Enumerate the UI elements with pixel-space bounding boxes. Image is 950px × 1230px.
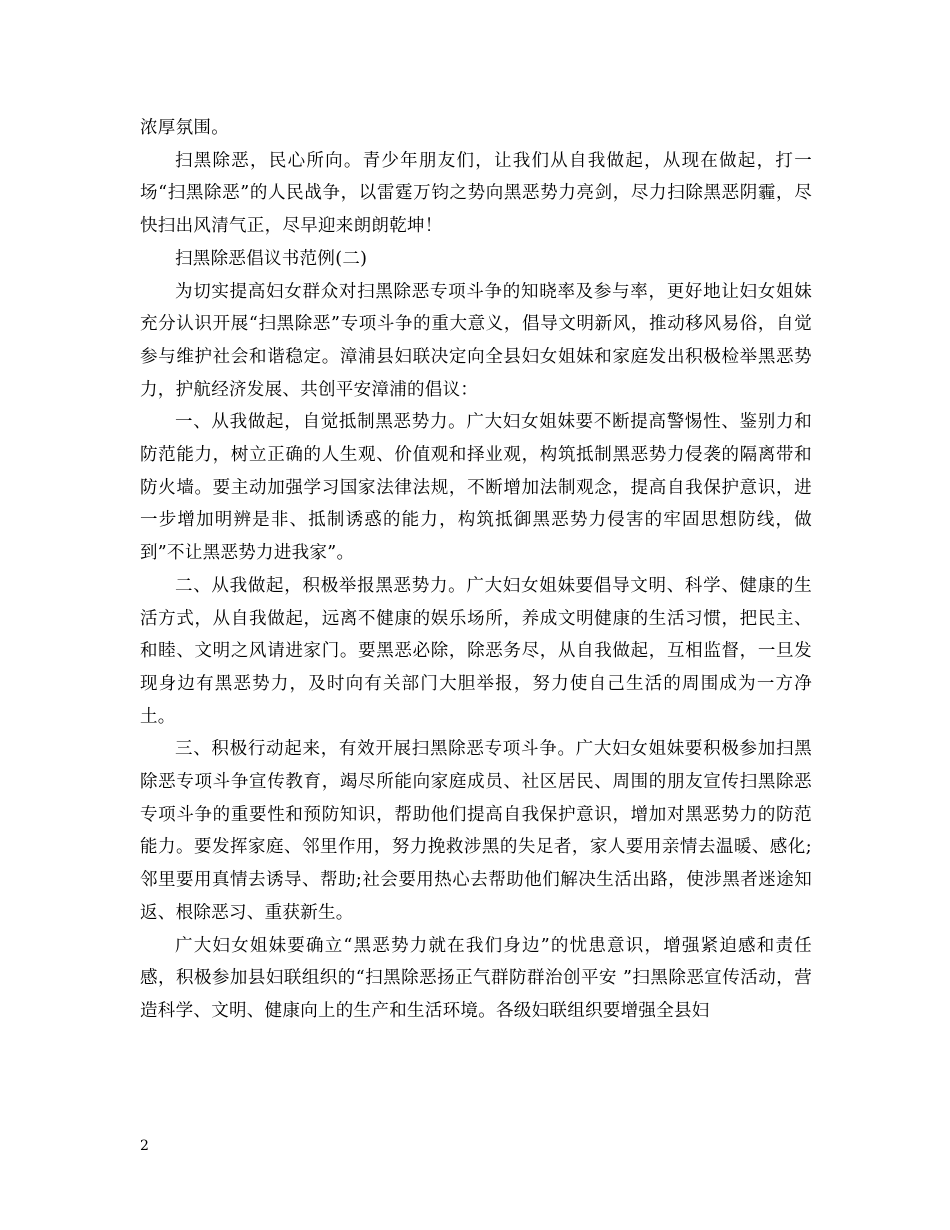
page-number: 2 [140, 1138, 149, 1154]
section-heading: 扫黑除恶倡议书范例(二) [175, 248, 368, 269]
paragraph-intro: 为切实提高妇女群众对扫黑除恶专项斗争的知晓率及参与率，更好地让妇女姐妹充分认识开展“扫黑除恶”专项斗争的重大意义，倡导文明新风，推动移风易俗，自觉参与维护社会和谐稳定。漳浦县妇联决定向全县妇女姐妹和家庭发出积极检举黑恶势力，护航经济发展、共创平安漳浦的倡议： [140, 281, 812, 400]
paragraph-point-2: 二、从我做起，积极举报黑恶势力。广大妇女姐妹要倡导文明、科学、健康的生活方式，从自我做起，远离不健康的娱乐场所，养成文明健康的生活习惯，把民主、和睦、文明之风请进家门。要黑恶必除，除恶务尽，从自我做起，互相监督，一旦发现身边有黑恶势力，及时向有关部门大胆举报，努力使自己生活的周围成为一方净土。 [140, 575, 812, 727]
paragraph-1: 浓厚氛围。 [140, 118, 229, 138]
document-body [140, 112, 812, 1028]
paragraph-2: 扫黑除恶，民心所向。青少年朋友们，让我们从自我做起，从现在做起，打一场“扫黑除恶”的人民战争，以雷霆万钧之势向黑恶势力亮剑，尽力扫除黑恶阴霾，尽快扫出风清气正，尽早迎来朗朗乾坤！ [140, 150, 812, 237]
paragraph-closing: 广大妇女姐妹要确立“黑恶势力就在我们身边”的忧患意识，增强紧迫感和责任感，积极参加县妇联组织的“扫黑除恶扬正气群防群治创平安 ”扫黑除恶宣传活动，营造科学、文明、健康向上的生产和生活环境。各级妇联组织要增强全县妇 [140, 935, 812, 1021]
paragraph-point-3: 三、积极行动起来，有效开展扫黑除恶专项斗争。广大妇女姐妹要积极参加扫黑除恶专项斗争宣传教育，竭尽所能向家庭成员、社区居民、周围的朋友宣传扫黑除恶专项斗争的重要性和预防知识，帮助他们提高自我保护意识，增加对黑恶势力的防范能力。要发挥家庭、邻里作用，努力挽救涉黑的失足者，家人要用亲情去温暖、感化;邻里要用真情去诱导、帮助;社会要用热心去帮助他们解决生活出路，使涉黑者迷途知返、根除恶习、重获新生。 [140, 739, 812, 923]
paragraph-point-1: 一、从我做起，自觉抵制黑恶势力。广大妇女姐妹要不断提高警惕性、鉴别力和防范能力，树立正确的人生观、价值观和择业观，构筑抵制黑恶势力侵袭的隔离带和防火墙。要主动加强学习国家法律法规，不断增加法制观念，提高自我保护意识，进一步增加明辨是非、抵制诱惑的能力，构筑抵御黑恶势力侵害的牢固思想防线，做到”不让黑恶势力进我家”。 [140, 412, 812, 564]
